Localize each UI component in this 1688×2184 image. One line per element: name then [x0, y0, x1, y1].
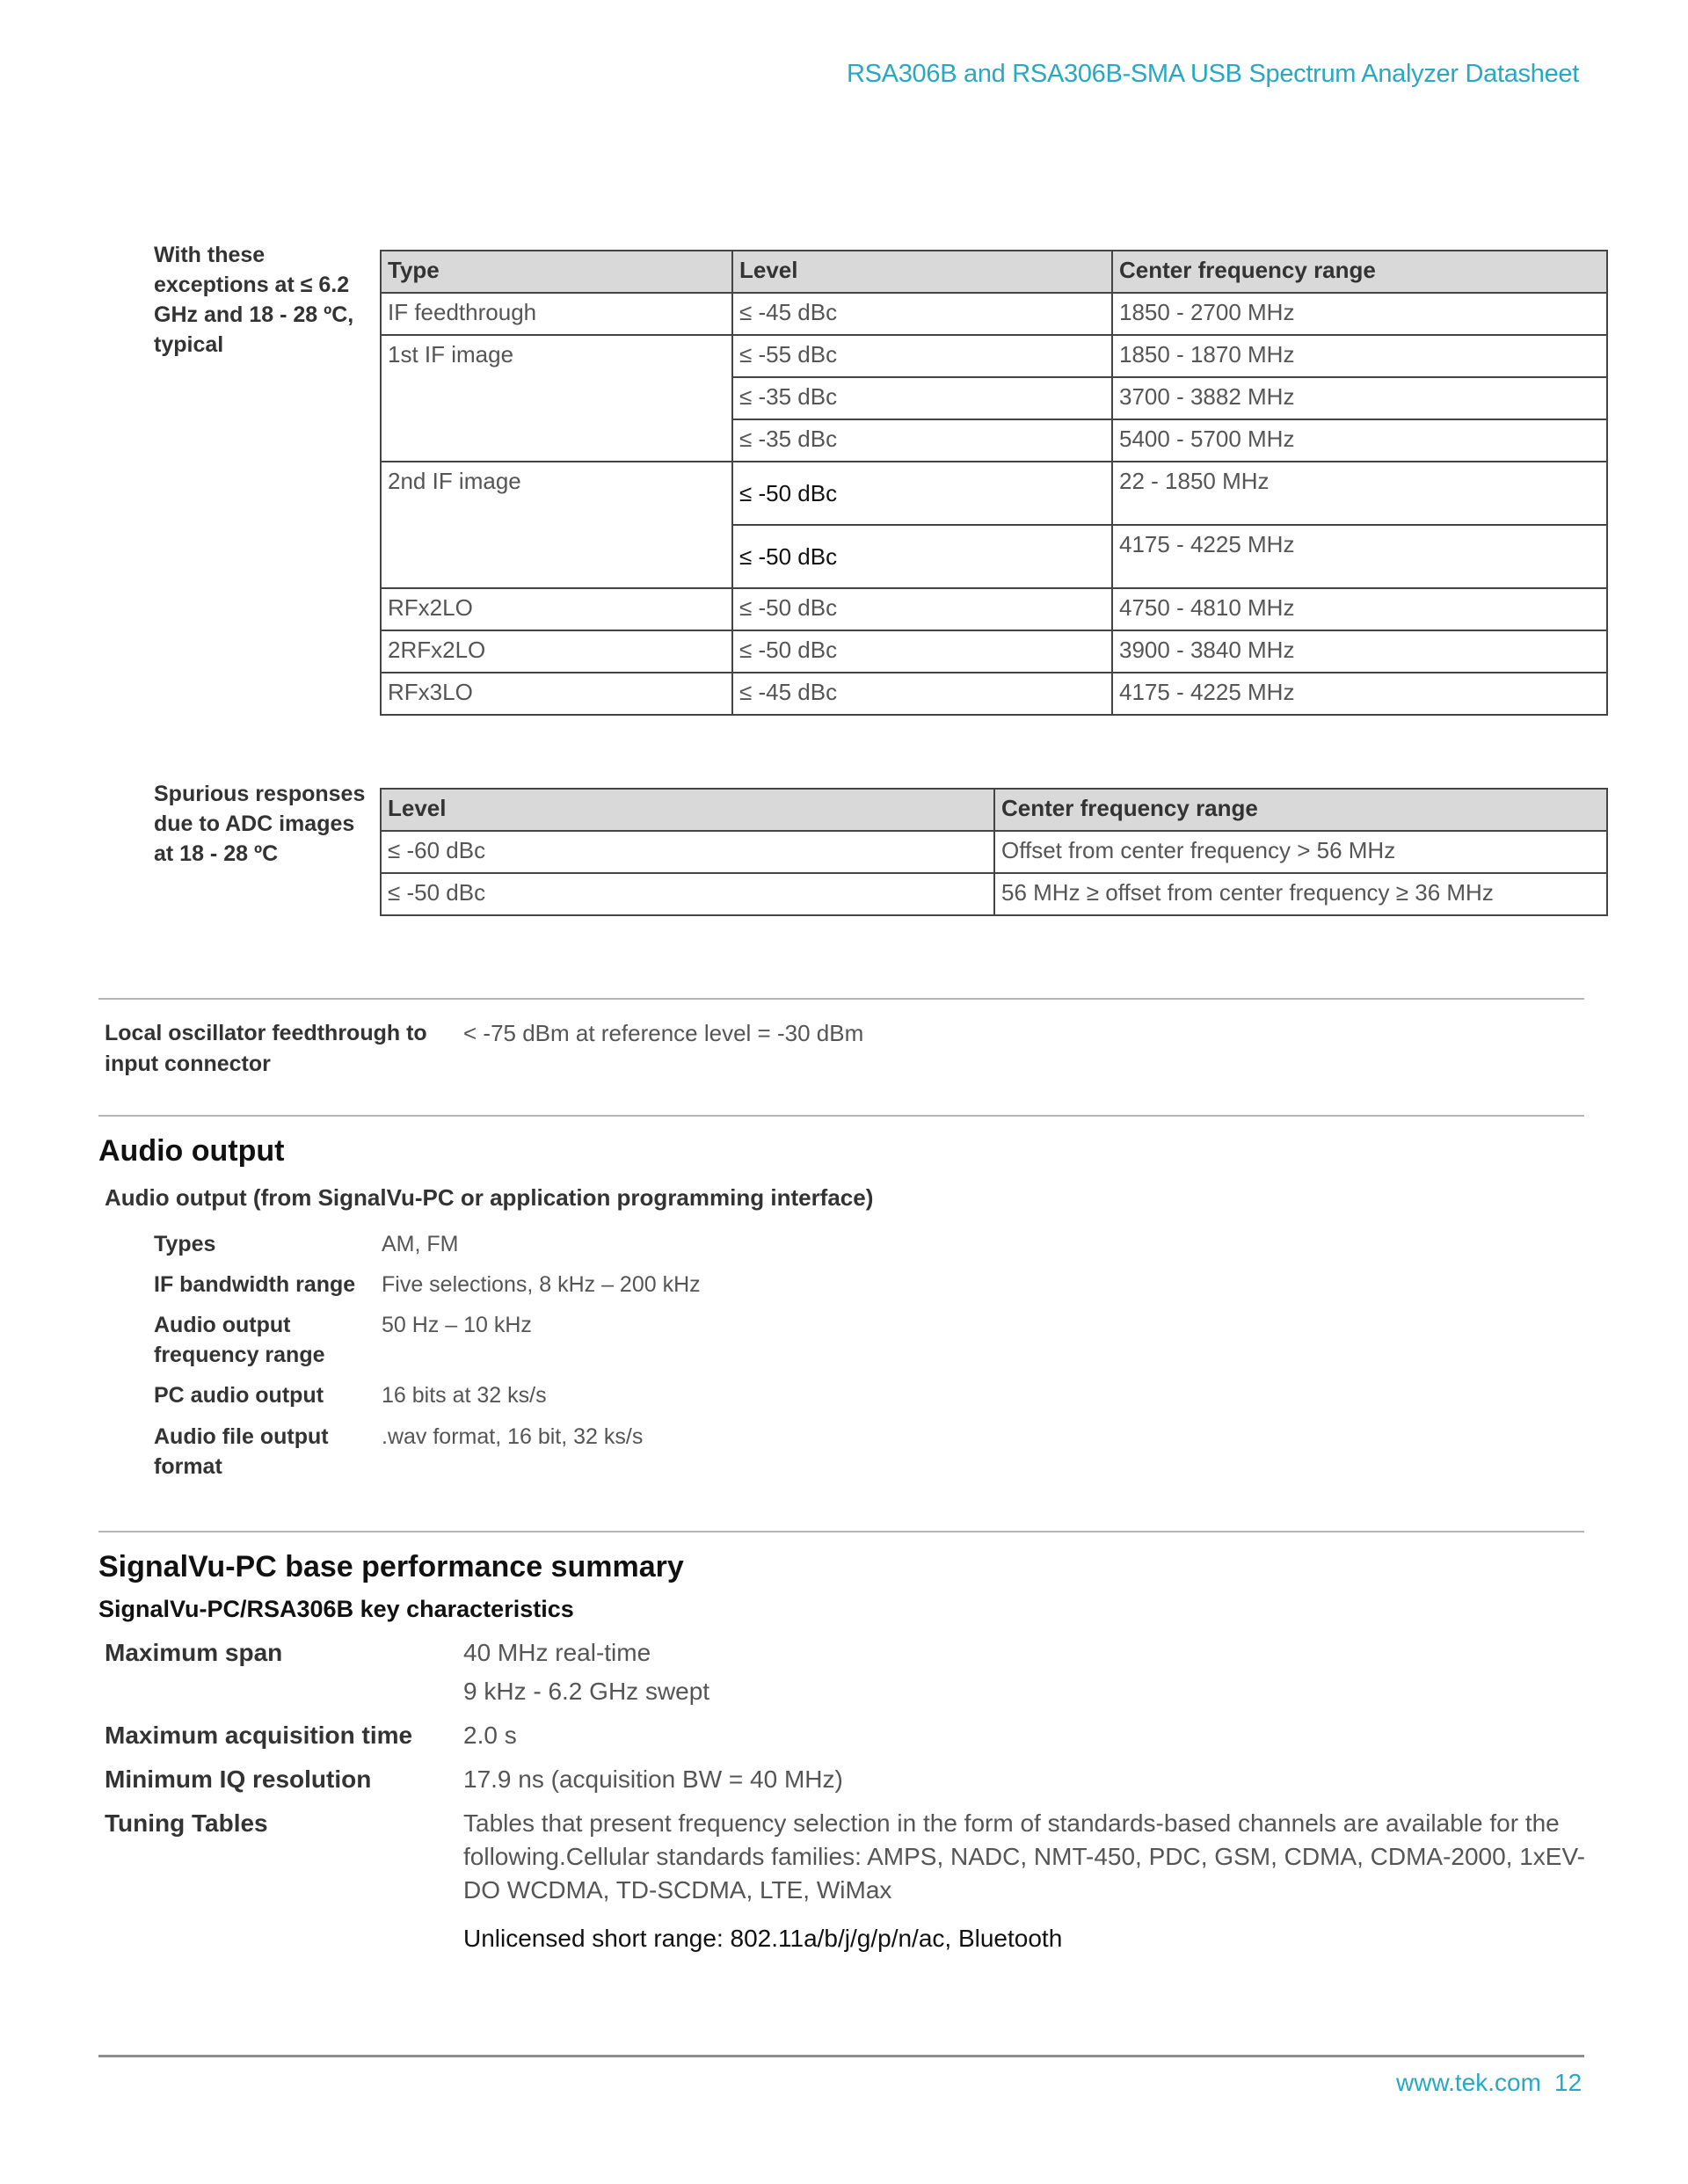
exceptions-label: With these exceptions at ≤ 6.2 GHz and 18 - 28 ºC, typical: [154, 243, 354, 357]
level-cell: ≤ -50 dBc: [732, 462, 1112, 525]
level-cell: ≤ -50 dBc: [732, 525, 1112, 588]
level-cell: ≤ -35 dBc: [732, 377, 1112, 419]
audio-output-title: Audio output: [98, 1134, 285, 1168]
audio-output-frequency-range-label: Audio output frequency range: [154, 1313, 325, 1367]
table-row: [381, 335, 1607, 377]
range-cell: 4175 - 4225 MHz: [1112, 525, 1607, 588]
type-cell: RFx3LO: [381, 673, 732, 715]
type-cell: RFx2LO: [381, 588, 732, 630]
lo-feedthrough-value: < -75 dBm at reference level = -30 dBm: [463, 1020, 864, 1046]
maximum-span-realtime-value: 40 MHz real-time: [463, 1639, 651, 1666]
table-header-row: [381, 789, 1607, 831]
level-cell: ≤ -45 dBc: [732, 293, 1112, 335]
if-bandwidth-range-value: Five selections, 8 kHz – 200 kHz: [382, 1272, 701, 1297]
range-cell: 4750 - 4810 MHz: [1112, 588, 1607, 630]
level-cell: ≤ -50 dBc: [732, 588, 1112, 630]
level-cell: ≤ -35 dBc: [732, 419, 1112, 462]
range-cell: 1850 - 2700 MHz: [1112, 293, 1607, 335]
column-header-type: Type: [381, 251, 732, 293]
adc-images-label: Spurious responses due to ADC images at 18 - 28 ºC: [154, 782, 366, 866]
maximum-acquisition-time-value: 2.0 s: [463, 1722, 517, 1749]
page-number: 12: [1554, 2069, 1582, 2096]
level-cell: ≤ -55 dBc: [732, 335, 1112, 377]
range-cell: 3900 - 3840 MHz: [1112, 630, 1607, 673]
maximum-span-swept-value: 9 kHz - 6.2 GHz swept: [463, 1678, 710, 1705]
audio-file-output-format-value: .wav format, 16 bit, 32 ks/s: [382, 1424, 644, 1449]
level-cell: ≤ -45 dBc: [732, 673, 1112, 715]
maximum-span-label: Maximum span: [105, 1639, 283, 1666]
column-header-level: Level: [381, 789, 994, 831]
section-divider: [98, 1115, 1584, 1117]
audio-output-subtitle: Audio output (from SignalVu-PC or application programming interface): [105, 1184, 874, 1211]
type-cell: 2nd IF image: [381, 462, 732, 588]
type-cell: IF feedthrough: [381, 293, 732, 335]
table-row: [381, 831, 1607, 873]
audio-types-label: Types: [154, 1232, 216, 1256]
audio-file-output-format-label: Audio file output format: [154, 1424, 329, 1479]
level-cell: ≤ -50 dBc: [381, 873, 994, 915]
table-row: [381, 873, 1607, 915]
range-cell: 4175 - 4225 MHz: [1112, 673, 1607, 715]
tuning-tables-value: Tables that present frequency selection in the form of standards-based channels are available for the following.Cellular standards families: AMPS, NADC, NMT-450, PDC, GSM, CDMA, CDMA-2000, 1xEV-DO WCDMA, TD-SCDMA, LTE, WiMax: [463, 1809, 1585, 1904]
lo-feedthrough-label: Local oscillator feedthrough to input connector: [105, 1021, 427, 1076]
range-cell: Offset from center frequency > 56 MHz: [994, 831, 1607, 873]
pc-audio-output-value: 16 bits at 32 ks/s: [382, 1383, 547, 1408]
section-divider: [98, 1531, 1584, 1532]
column-header-level: Level: [732, 251, 1112, 293]
table-row: [381, 293, 1607, 335]
exceptions-table: [380, 250, 1608, 716]
column-header-center-frequency-range: Center frequency range: [994, 789, 1607, 831]
pc-audio-output-label: PC audio output: [154, 1383, 324, 1408]
range-cell: 3700 - 3882 MHz: [1112, 377, 1607, 419]
table-header-row: [381, 251, 1607, 293]
column-header-center-frequency-range: Center frequency range: [1112, 251, 1607, 293]
table-row: [381, 462, 1607, 525]
maximum-acquisition-time-label: Maximum acquisition time: [105, 1722, 413, 1749]
footer-website-link[interactable]: www.tek.com: [1396, 2069, 1541, 2096]
adc-images-table: [380, 788, 1608, 916]
range-cell: 56 MHz ≥ offset from center frequency ≥ 36 MHz: [994, 873, 1607, 915]
document-header-title: RSA306B and RSA306B-SMA USB Spectrum Analyzer Datasheet: [847, 60, 1579, 88]
section-divider: [98, 998, 1584, 1000]
range-cell: 22 - 1850 MHz: [1112, 462, 1607, 525]
signalvu-key-characteristics-subtitle: SignalVu-PC/RSA306B key characteristics: [98, 1596, 574, 1622]
level-cell: ≤ -60 dBc: [381, 831, 994, 873]
signalvu-summary-title: SignalVu-PC base performance summary: [98, 1550, 684, 1583]
type-cell: 1st IF image: [381, 335, 732, 462]
footer-divider: [98, 2055, 1584, 2057]
minimum-iq-resolution-value: 17.9 ns (acquisition BW = 40 MHz): [463, 1765, 843, 1793]
range-cell: 1850 - 1870 MHz: [1112, 335, 1607, 377]
table-row: [381, 588, 1607, 630]
if-bandwidth-range-label: IF bandwidth range: [154, 1272, 356, 1297]
type-cell: 2RFx2LO: [381, 630, 732, 673]
audio-output-frequency-range-value: 50 Hz – 10 kHz: [382, 1313, 532, 1337]
table-row: [381, 673, 1607, 715]
level-cell: ≤ -50 dBc: [732, 630, 1112, 673]
range-cell: 5400 - 5700 MHz: [1112, 419, 1607, 462]
minimum-iq-resolution-label: Minimum IQ resolution: [105, 1765, 372, 1793]
tuning-tables-label: Tuning Tables: [105, 1809, 268, 1837]
table-row: [381, 630, 1607, 673]
audio-types-value: AM, FM: [382, 1232, 459, 1256]
unlicensed-short-range-value: Unlicensed short range: 802.11a/b/j/g/p/n/ac, Bluetooth: [463, 1925, 1063, 1952]
